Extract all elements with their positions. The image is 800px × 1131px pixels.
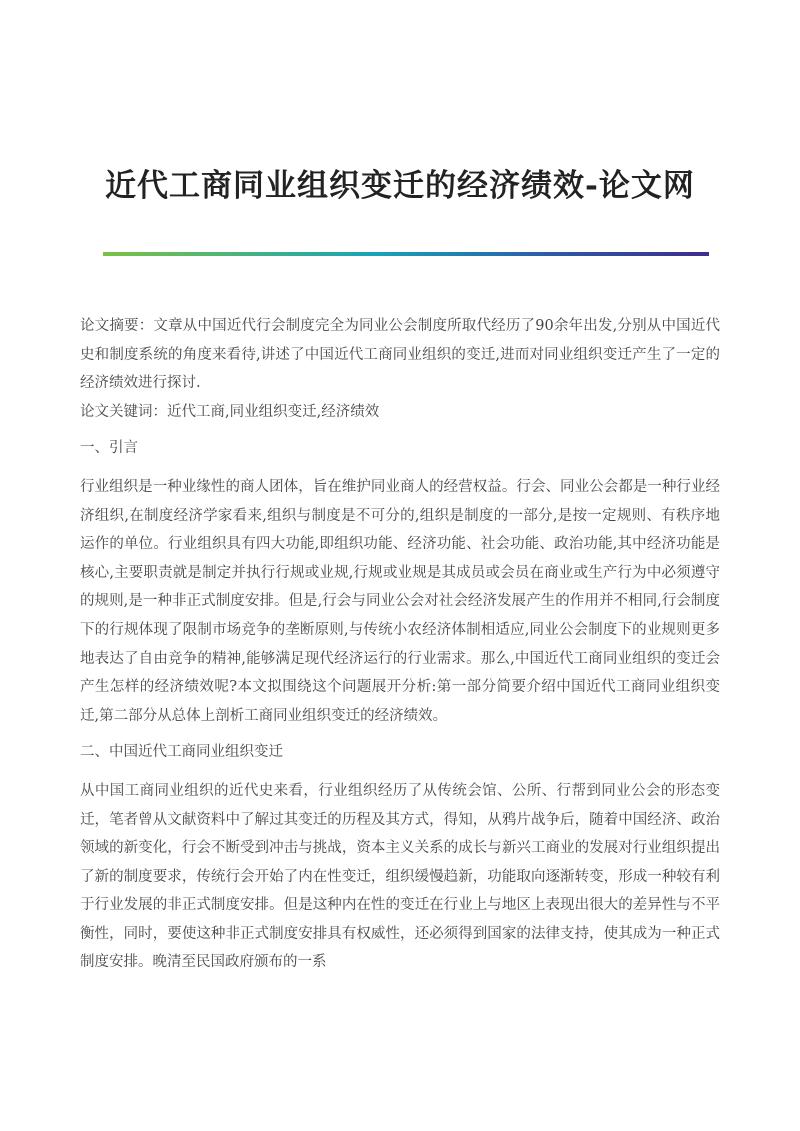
section-heading-intro: 一、引言 [80,440,138,457]
title-divider [103,252,709,256]
abstract-paragraph: 论文摘要：文章从中国近代行会制度完全为同业公会制度所取代经历了90余年出发,分别从中国近代史和制度系统的角度来看待,讲述了中国近代工商同业组织的变迁,进而对同业组织变迁产生了一定的经济绩效进行探讨. [80,318,720,392]
document-body [80,312,720,977]
section-heading-evolution: 二、中国近代工商同业组织变迁 [80,744,283,761]
keywords-line: 论文关键词：近代工商,同业组织变迁,经济绩效 [80,403,380,420]
document-title: 近代工商同业组织变迁的经济绩效-论文网 [105,168,695,204]
evolution-paragraph: 从中国工商同业组织的近代史来看，行业组织经历了从传统会馆、公所、行帮到同业公会的形态变迁，笔者曾从文献资料中了解过其变迁的历程及其方式，得知，从鸦片战争后，随着中国经济、政治领域的新变化，行会不断受到冲击与挑战，资本主义关系的成长与新兴工商业的发展对行业组织提出了新的制度要求，传统行会开始了内在性变迁，组织缓慢趋新，功能取向逐渐转变，形成一种较有利于行业发展的非正式制度安排。但是这种内在性的变迁在行业上与地区上表现出很大的差异性与不平衡性，同时，要使这种非正式制度安排具有权威性，还必须得到国家的法律支持，使其成为一种正式制度安排。晚清至民国政府颁布的一系 [80,782,720,971]
intro-paragraph: 行业组织是一种业缘性的商人团体，旨在维护同业商人的经营权益。行会、同业公会都是一种行业经济组织,在制度经济学家看来,组织与制度是不可分的,组织是制度的一部分,是按一定规则、有秩序地运作的单位。行业组织具有四大功能,即组织功能、经济功能、社会功能、政治功能,其中经济功能是核心,主要职责就是制定并执行行规或业规,行规或业规是其成员或会员在商业或生产行为中必须遵守的规则,是一种非正式制度安排。但是,行会与同业公会对社会经济发展产生的作用并不相同,行会制度下的行规体现了限制市场竞争的垄断原则,与传统小农经济体制相适应,同业公会制度下的业规则更多地表达了自由竞争的精神,能够满足现代经济运行的行业需求。那么,中国近代工商同业组织的变迁会产生怎样的经济绩效呢?本文拟围绕这个问题展开分析:第一部分简要介绍中国近代工商同业组织变迁,第二部分从总体上剖析工商同业组织变迁的经济绩效。 [80,478,720,724]
